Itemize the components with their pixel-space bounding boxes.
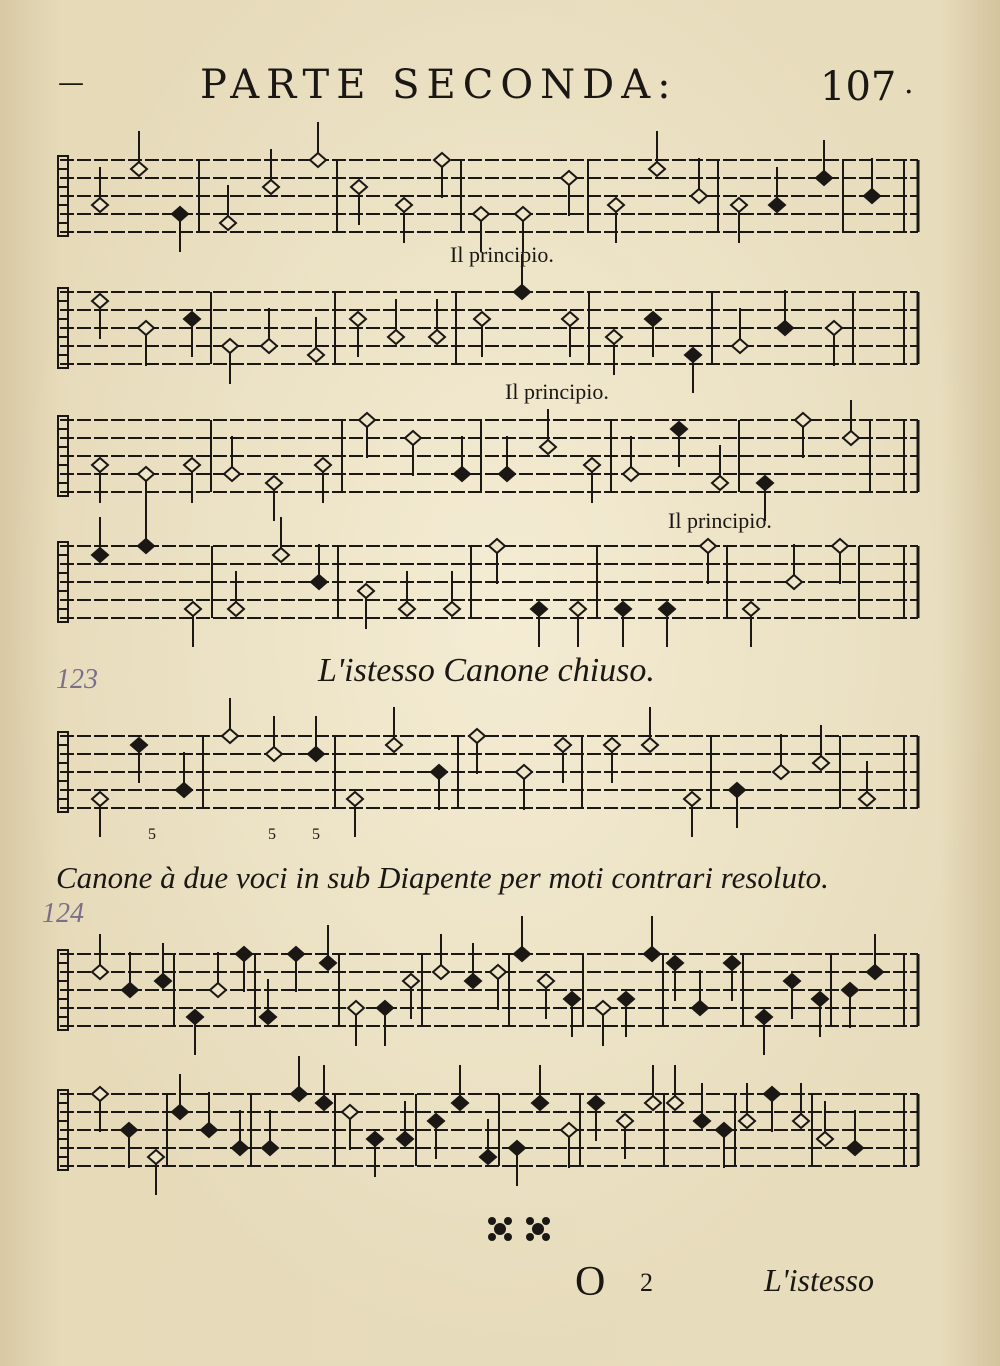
running-title-text: PARTE SECONDA: [200, 62, 658, 108]
staff-6: [0, 922, 1000, 1052]
resolved-canon-title: Canone à due voci in sub Diapente per moti contrari resoluto.: [56, 860, 829, 895]
signature-number: 2: [640, 1268, 653, 1297]
running-title: [200, 62, 678, 108]
staff-1: [0, 130, 1000, 250]
staff-7: [0, 1062, 1000, 1192]
staff-3: [0, 390, 1000, 510]
fifth-mark-3: 5: [312, 826, 320, 843]
staff-2: [0, 262, 1000, 382]
principio-label-3: Il principio.: [668, 508, 772, 533]
fleuron-ornament: [480, 1204, 560, 1254]
header-ornament-right: .: [904, 66, 914, 101]
page-number: 107: [820, 64, 897, 110]
staff-5: [0, 704, 1000, 834]
closed-canon-title: L'istesso Canone chiuso.: [318, 652, 655, 689]
staff-4: [0, 516, 1000, 636]
running-title-mark: :: [657, 62, 678, 108]
principio-label-2: Il principio.: [505, 379, 609, 404]
catchword: L'istesso: [764, 1262, 874, 1298]
fifth-mark-1: 5: [148, 826, 156, 843]
fifth-mark-2: 5: [268, 826, 276, 843]
header-ornament-left: —: [58, 68, 84, 98]
handwritten-number-123: 123: [56, 664, 98, 695]
principio-label-1: Il principio.: [450, 242, 554, 267]
handwritten-number-124: 124: [42, 898, 84, 929]
signature-mark: O: [575, 1259, 606, 1305]
